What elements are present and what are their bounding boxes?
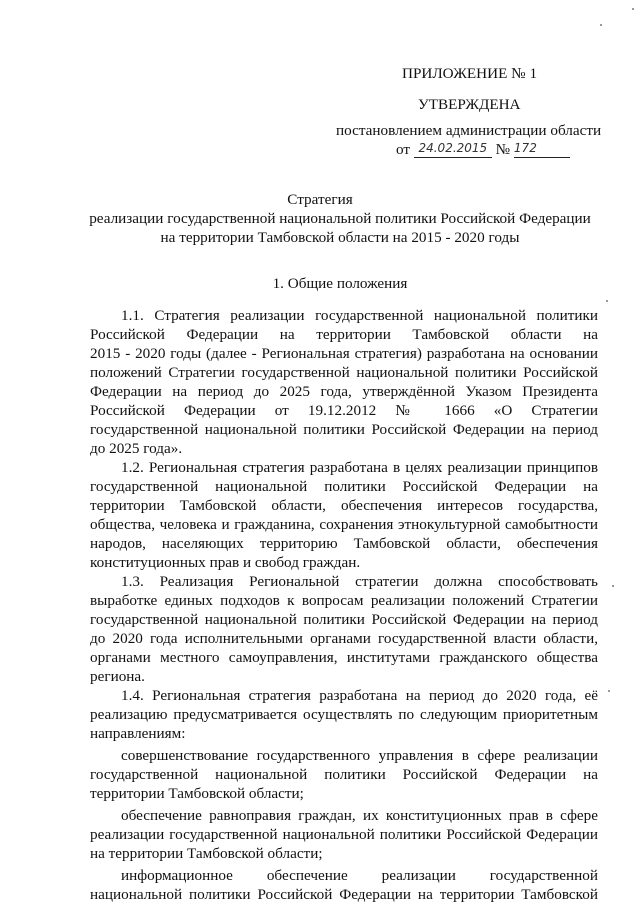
- scan-speck: [608, 690, 610, 692]
- body-line-6: Российской Федерации от 19.12.2012 № 1666 «О Стратегии: [90, 402, 598, 419]
- scan-speck: [632, 8, 634, 10]
- body-line-7: государственной национальной политики Российской Федерации на период: [90, 421, 598, 438]
- number-field: [514, 143, 570, 158]
- body-line-22: реализацию предусматривается осуществлять по следующим приоритетным: [90, 706, 598, 723]
- scan-speck: [606, 300, 608, 302]
- body-line-26: территории Тамбовской области;: [90, 785, 304, 802]
- body-line-20: региона.: [90, 668, 145, 685]
- body-line-31: национальной политики Российской Федерации на территории Тамбовской: [90, 886, 598, 903]
- title-line-2: реализации государственной национальной политики Российской Федерации: [89, 210, 591, 227]
- body-line-8: до 2025 года».: [90, 440, 183, 457]
- body-line-24: совершенствование государственного управления в сфере реализации: [121, 747, 598, 764]
- body-line-19: органами местного самоуправления, институтами гражданского общества: [90, 649, 598, 666]
- body-line-9: 1.2. Региональная стратегия разработана в целях реализации принципов: [121, 459, 598, 476]
- body-line-12: общества, человека и гражданина, сохранения этнокультурной самобытности: [90, 516, 598, 533]
- approved-label: УТВЕРЖДЕНА: [418, 96, 521, 113]
- body-line-14: конституционных прав и свобод граждан.: [90, 554, 361, 571]
- from-prefix: от: [396, 141, 411, 158]
- appendix-label: ПРИЛОЖЕНИЕ № 1: [402, 65, 538, 82]
- number-prefix: №: [495, 141, 511, 158]
- body-line-2: Российской Федерации на территории Тамбовской области на: [90, 326, 598, 343]
- body-line-30: информационное обеспечение реализации государственной: [121, 867, 598, 884]
- body-line-29: на территории Тамбовской области;: [90, 845, 323, 862]
- body-line-17: государственной национальной политики Российской Федерации на период: [90, 611, 598, 628]
- body-line-10: государственной национальной политики Российской Федерации на: [90, 478, 598, 495]
- body-line-3: 2015 - 2020 годы (далее - Региональная стратегия) разработана на основании: [90, 345, 598, 362]
- handwritten-number: 172: [513, 141, 537, 155]
- body-line-16: выработке единых подходов к вопросам реализации положений Стратегии: [90, 592, 598, 609]
- title-line-1: Стратегия: [287, 191, 353, 208]
- body-line-15: 1.3. Реализация Региональной стратегии должна способствовать: [121, 573, 598, 590]
- body-line-11: территории Тамбовской области, обеспечения интересов государства,: [90, 497, 598, 514]
- body-line-28: реализации государственной национальной политики Российской Федерации: [90, 826, 598, 843]
- body-line-27: обеспечение равноправия граждан, их конституционных прав в сфере: [121, 807, 598, 824]
- date-field: [414, 143, 492, 158]
- scan-speck: [612, 585, 614, 587]
- body-line-1: 1.1. Стратегия реализации государственной национальной политики: [121, 307, 598, 324]
- body-line-23: направлениям:: [90, 725, 186, 742]
- scan-speck: [600, 24, 602, 26]
- body-line-25: государственной национальной политики Российской Федерации на: [90, 766, 598, 783]
- body-line-5: Федерации на период до 2025 года, утверждённой Указом Президента: [90, 383, 598, 400]
- title-line-3: на территории Тамбовской области на 2015 - 2020 годы: [160, 229, 520, 246]
- date-number-line: [396, 140, 570, 159]
- body-line-18: до 2020 года исполнительными органами государственной власти области,: [90, 630, 598, 647]
- section-heading: 1. Общие положения: [272, 275, 408, 292]
- body-line-4: положений Стратегии государственной национальной политики Российской: [90, 364, 598, 381]
- resolution-label: постановлением администрации области: [336, 122, 602, 139]
- body-line-13: народов, населяющих территорию Тамбовской области, обеспечения: [90, 535, 598, 552]
- body-line-21: 1.4. Региональная стратегия разработана на период до 2020 года, её: [121, 687, 598, 704]
- handwritten-date: 24.02.2015: [418, 141, 488, 155]
